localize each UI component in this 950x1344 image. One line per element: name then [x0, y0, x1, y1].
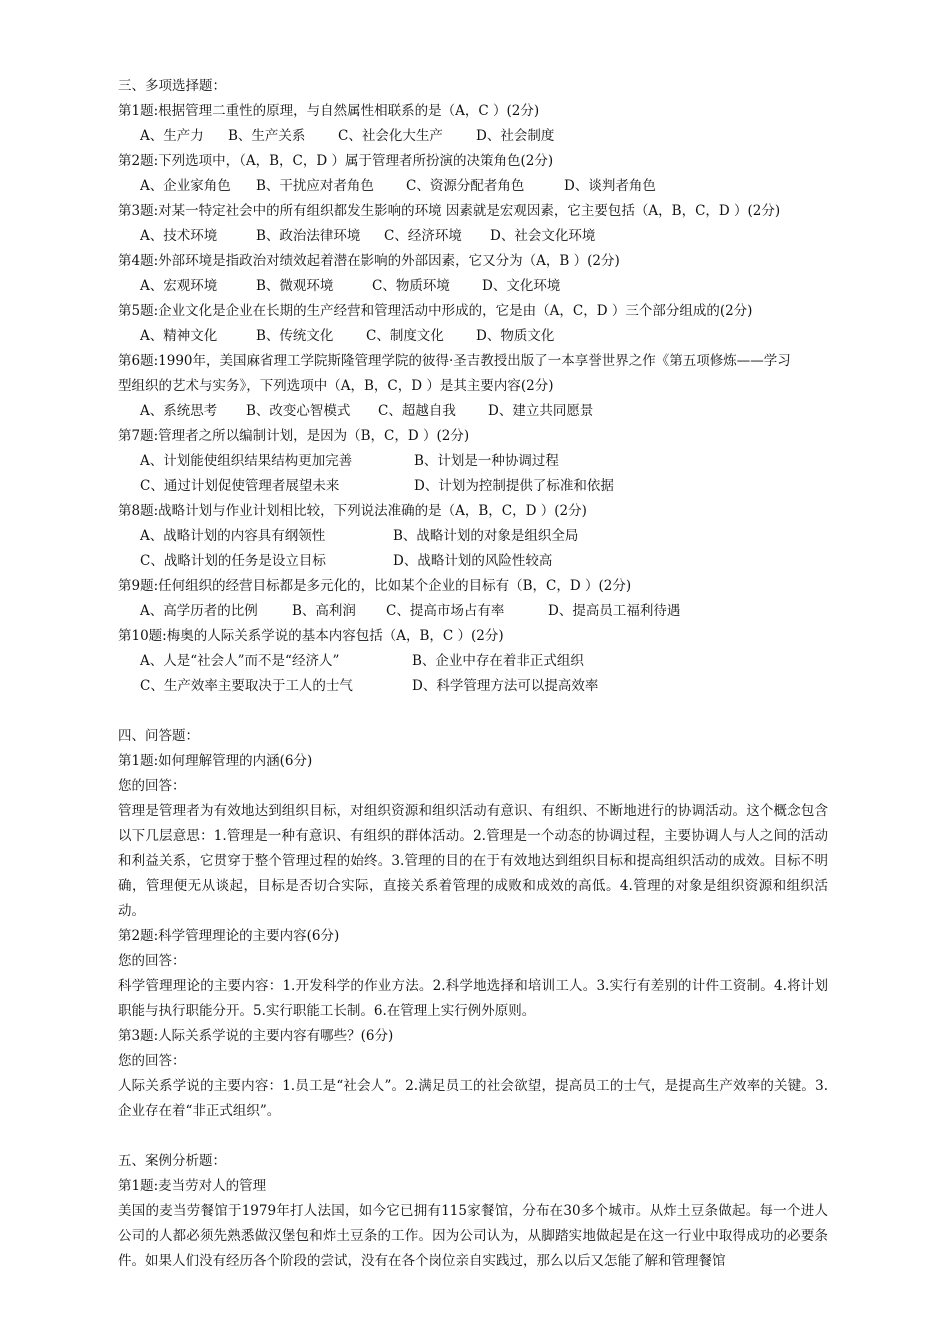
question-2: 第2题:下列选项中，（A，B，C，D ）属于管理者所扮演的决策角色(2分) [118, 153, 554, 169]
option-a: A、系统思考 [140, 403, 218, 419]
question-6-line-1: 第6题:1990年，美国麻省理工学院斯隆管理学院的彼得·圣吉教授出版了一本享誉世界之作《第五项修炼——学习 [118, 353, 791, 369]
question-10: 第10题:梅奥的人际关系学说的基本内容包括（A，B，C ）(2分) [118, 628, 504, 644]
option-d: D、谈判者角色 [564, 178, 656, 194]
option-a: A、企业家角色 [140, 178, 231, 194]
spacer [118, 699, 828, 724]
question-9: 第9题:任何组织的经营目标都是多元化的，比如某个企业的目标有（B，C，D ）(2分) [118, 578, 632, 594]
question-8-options-row-2 [118, 549, 828, 574]
option-d: D、计划为控制提供了标准和依据 [414, 478, 614, 494]
option-d: D、文化环境 [482, 278, 561, 294]
question-8-options-row-1 [118, 524, 828, 549]
option-b: B、高利润 [292, 603, 356, 619]
option-a: A、高学历者的比例 [140, 603, 258, 619]
option-a: A、宏观环境 [140, 278, 218, 294]
option-d: D、科学管理方法可以提高效率 [412, 678, 599, 694]
option-b: B、改变心智模式 [246, 403, 351, 419]
question-10-options-row-2 [118, 674, 828, 699]
option-a: A、生产力 [140, 128, 204, 144]
section-4-heading: 四、问答题： [118, 728, 199, 744]
option-c: C、社会化大生产 [338, 128, 443, 144]
question-7: 第7题:管理者之所以编制计划，是因为（B，C，D ）(2分) [118, 428, 470, 444]
option-d: D、社会制度 [476, 128, 555, 144]
question-4: 第4题:外部环境是指政治对绩效起着潜在影响的外部因素，它又分为（A，B ）(2分) [118, 253, 620, 269]
option-b: B、微观环境 [256, 278, 334, 294]
option-c: C、物质环境 [372, 278, 450, 294]
option-d: D、提高员工福利待遇 [548, 603, 681, 619]
option-b: B、传统文化 [256, 328, 334, 344]
option-b: B、政治法律环境 [256, 228, 361, 244]
question-6-line-2: 型组织的艺术与实务》，下列选项中（A，B，C，D ）是其主要内容(2分) [118, 378, 554, 394]
question-3: 第3题:对某一特定社会中的所有组织都发生影响的环境 因素就是宏观因素，它主要包括（A，B，C，D ）(2分) [118, 203, 781, 219]
option-d: D、建立共同愿景 [488, 403, 594, 419]
option-a: A、技术环境 [140, 228, 218, 244]
option-a: A、人是“社会人”而不是“经济人” [140, 653, 340, 669]
question-5: 第5题:企业文化是企业在长期的生产经营和管理活动中形成的，它是由（A，C，D ）三个部分组成的(2分) [118, 303, 753, 319]
case-question-1: 第1题:麦当劳对人的管理 [118, 1178, 267, 1194]
question-2-options [118, 174, 828, 199]
question-6-options [118, 399, 828, 424]
question-4-options [118, 274, 828, 299]
case-text: 美国的麦当劳餐馆于1979年打人法国，如今它已拥有115家餐馆，分布在30多个城市。从炸土豆条做起。每一个进人公司的人都必须先熟悉做汉堡包和炸土豆条的工作。因为公司认为，从脚踏实地做起是在这一行业中取得成功的必要条件。如果人们没有经历各个阶段的尝试，没有在各个岗位亲自实践过，那么以后又怎能了解和管理餐馆 [118, 1203, 828, 1269]
option-a: A、精神文化 [140, 328, 218, 344]
option-b: B、生产关系 [228, 128, 306, 144]
option-b: B、计划是一种协调过程 [414, 453, 559, 469]
option-b: B、企业中存在着非正式组织 [412, 653, 584, 669]
option-c: C、生产效率主要取决于工人的士气 [140, 678, 353, 694]
essay-question-3: 第3题:人际关系学说的主要内容有哪些？(6分) [118, 1028, 394, 1044]
question-9-options [118, 599, 828, 624]
option-c: C、超越自我 [378, 403, 456, 419]
option-a: A、计划能使组织结果结构更加完善 [140, 453, 353, 469]
question-1-options [118, 124, 828, 149]
option-c: C、制度文化 [366, 328, 444, 344]
question-5-options [118, 324, 828, 349]
question-7-options-row-2 [118, 474, 828, 499]
essay-answer-2: 科学管理理论的主要内容：1.开发科学的作业方法。2.科学地选择和培训工人。3.实行有差别的计件工资制。4.将计划职能与执行职能分开。5.实行职能工长制。6.在管理上实行例外原则。 [118, 978, 828, 1019]
section-3-heading: 三、多项选择题： [118, 78, 226, 94]
document-page [118, 74, 828, 1274]
question-1: 第1题:根据管理二重性的原理，与自然属性相联系的是（A，C ）(2分) [118, 103, 540, 119]
essay-answer-3: 人际关系学说的主要内容：1.员工是“社会人”。2.满足员工的社会欲望，提高员工的士气，是提高生产效率的关键。3.企业存在着“非正式组织”。 [118, 1078, 828, 1119]
option-d: D、战略计划的风险性较高 [393, 553, 553, 569]
option-c: C、通过计划促使管理者展望未来 [140, 478, 340, 494]
option-c: C、资源分配者角色 [406, 178, 525, 194]
answer-label: 您的回答： [118, 1053, 186, 1069]
option-c: C、经济环境 [384, 228, 462, 244]
essay-question-2: 第2题:科学管理理论的主要内容(6分) [118, 928, 340, 944]
option-a: A、战略计划的内容具有纲领性 [140, 528, 326, 544]
essay-answer-1: 管理是管理者为有效地达到组织目标，对组织资源和组织活动有意识、有组织、不断地进行的协调活动。这个概念包含以下几层意思：1.管理是一种有意识、有组织的群体活动。2.管理是一个动态的协调过程，主要协调人与人之间的活动和利益关系，它贯穿于整个管理过程的始终。3.管理的目的在于有效地达到组织目标和提高组织活动的成效。目标不明确，管理便无从谈起，目标是否切合实际，直接关系着管理的成败和成效的高低。4.管理的对象是组织资源和组织活动。 [118, 803, 828, 919]
spacer [118, 1124, 828, 1149]
question-3-options [118, 224, 828, 249]
option-d: D、物质文化 [476, 328, 555, 344]
option-b: B、战略计划的对象是组织全局 [393, 528, 579, 544]
question-8: 第8题:战略计划与作业计划相比较，下列说法准确的是（A，B，C，D ）(2分) [118, 503, 587, 519]
option-d: D、社会文化环境 [490, 228, 596, 244]
question-7-options-row-1 [118, 449, 828, 474]
answer-label: 您的回答： [118, 778, 186, 794]
option-c: C、战略计划的任务是设立目标 [140, 553, 326, 569]
section-5-heading: 五、案例分析题： [118, 1153, 226, 1169]
question-10-options-row-1 [118, 649, 828, 674]
essay-question-1: 第1题:如何理解管理的内涵(6分) [118, 753, 313, 769]
option-c: C、提高市场占有率 [386, 603, 505, 619]
option-b: B、干扰应对者角色 [256, 178, 374, 194]
answer-label: 您的回答： [118, 953, 186, 969]
